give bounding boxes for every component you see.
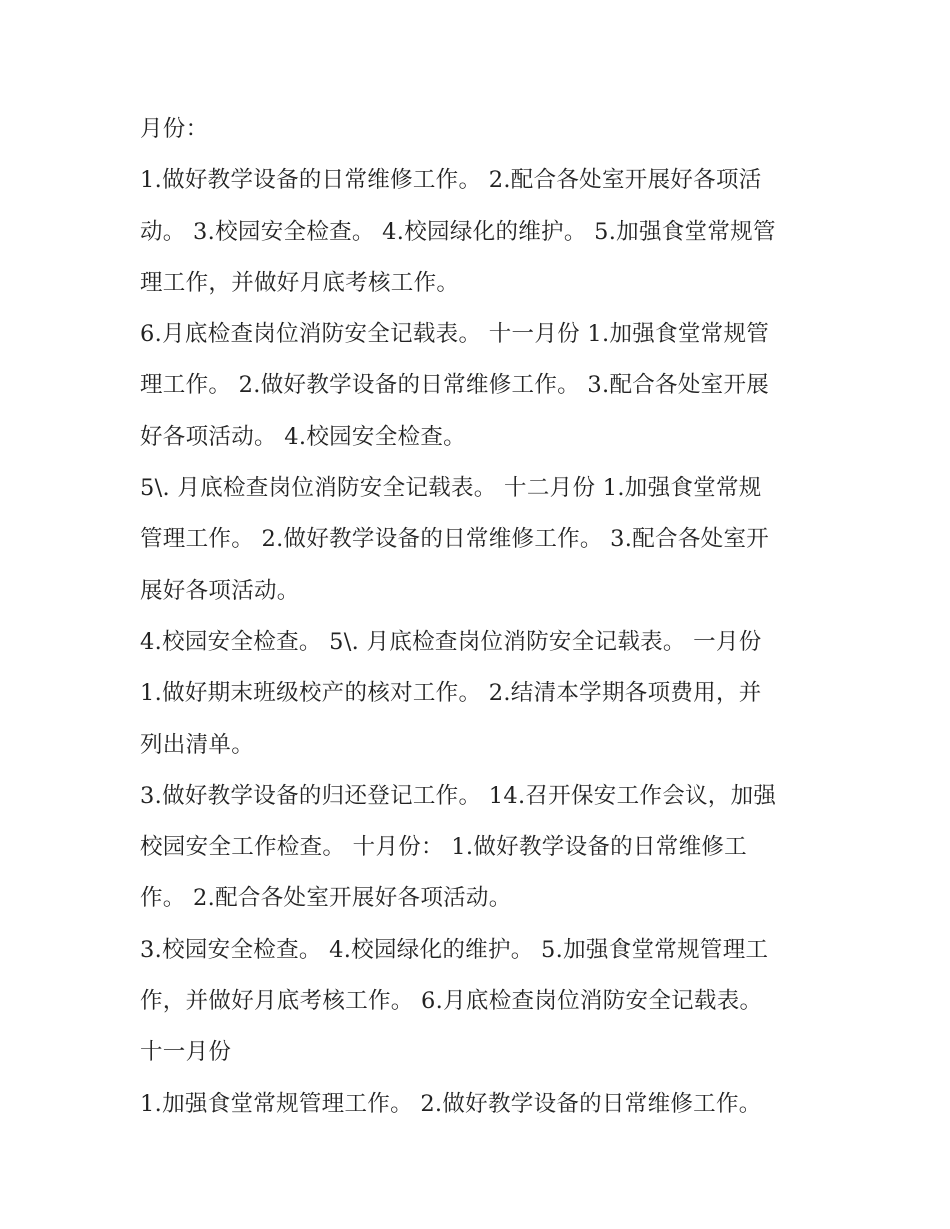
text-line: 作。 2.配合各处室开展好各项活动。: [140, 885, 512, 912]
text-line: 5\. 月底检查岗位消防安全记载表。 十二月份 1.加强食堂常规: [140, 475, 762, 502]
text-line: 好各项活动。 4.校园安全检查。: [140, 423, 466, 450]
text-line: 理工作。 2.做好教学设备的日常维修工作。 3.配合各处室开展: [140, 372, 770, 399]
text-line: 展好各项活动。: [140, 577, 300, 604]
text-line: 管理工作。 2.做好教学设备的日常维修工作。 3.配合各处室开: [140, 526, 770, 553]
text-line: 列出清单。: [140, 731, 255, 758]
text-line: 1.加强食堂常规管理工作。 2.做好教学设备的日常维修工作。: [140, 1090, 762, 1117]
text-line: 月份：: [140, 116, 209, 142]
text-line: 理工作，并做好月底考核工作。: [140, 269, 460, 296]
text-line: 校园安全工作检查。 十月份： 1.做好教学设备的日常维修工: [140, 834, 747, 861]
text-line: 3.校园安全检查。 4.校园绿化的维护。 5.加强食堂常规管理工: [140, 936, 769, 963]
text-line: 1.做好教学设备的日常维修工作。 2.配合各处室开展好各项活: [140, 167, 762, 194]
text-line: 十一月份: [140, 1039, 232, 1066]
text-line: 4.校园安全检查。 5\. 月底检查岗位消防安全记载表。 一月份: [140, 628, 762, 655]
text-line: 3.做好教学设备的归还登记工作。 14.召开保安工作会议，加强: [140, 782, 777, 809]
text-line: 动。 3.校园安全检查。 4.校园绿化的维护。 5.加强食堂常规管: [140, 218, 776, 245]
text-line: 作，并做好月底考核工作。 6.月底检查岗位消防安全记载表。: [140, 988, 763, 1015]
text-line: 6.月底检查岗位消防安全记载表。 十一月份 1.加强食堂常规管: [140, 321, 770, 348]
document-page: [140, 104, 820, 1130]
text-line: 1.做好期末班级校产的核对工作。 2.结清本学期各项费用，并: [140, 680, 762, 707]
